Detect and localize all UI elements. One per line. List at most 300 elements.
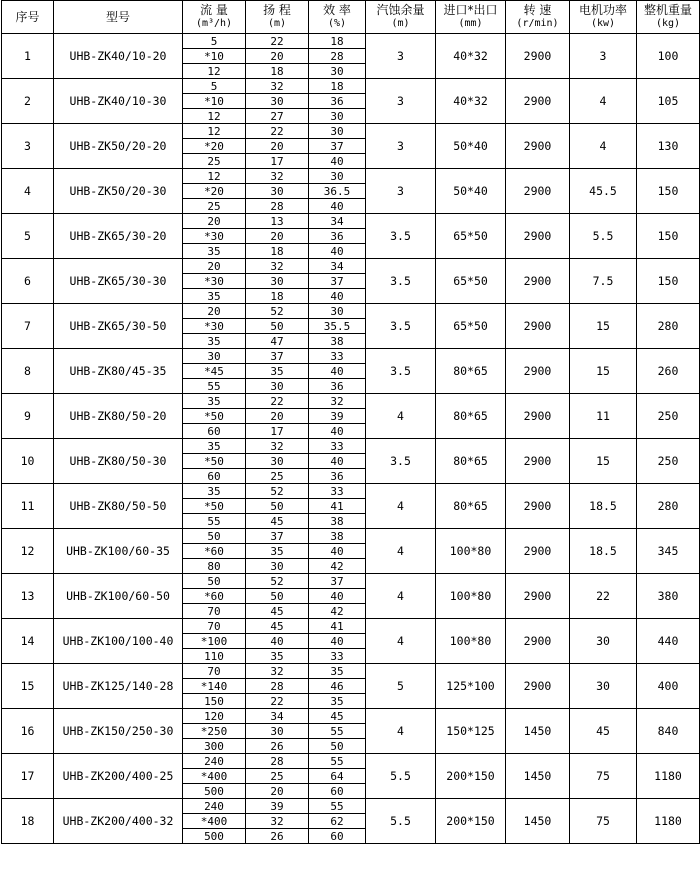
cell-head: 52 [246,304,309,319]
cell-model: UHB-ZK80/50-50 [54,484,183,529]
cell-efficiency: 28 [309,49,366,64]
cell-inlet-outlet: 80*65 [436,439,506,484]
cell-flow: *10 [183,94,246,109]
cell-speed: 2900 [506,304,570,349]
cell-flow: *60 [183,544,246,559]
table-row [2,529,700,544]
cell-head: 25 [246,769,309,784]
cell-inlet-outlet: 80*65 [436,394,506,439]
cell-model: UHB-ZK65/30-30 [54,259,183,304]
table-row [2,214,700,229]
cell-motor-power: 45 [570,709,637,754]
cell-weight: 840 [637,709,700,754]
cell-efficiency: 40 [309,364,366,379]
cell-head: 17 [246,154,309,169]
cell-efficiency: 40 [309,634,366,649]
cell-weight: 130 [637,124,700,169]
table-row [2,439,700,454]
cell-efficiency: 35 [309,664,366,679]
cell-model: UHB-ZK80/50-20 [54,394,183,439]
cell-head: 35 [246,544,309,559]
cell-efficiency: 41 [309,619,366,634]
header-index: 序号 [2,1,54,34]
cell-npsh: 3 [366,124,436,169]
cell-speed: 2900 [506,34,570,79]
cell-index: 4 [2,169,54,214]
cell-head: 20 [246,139,309,154]
cell-flow: 35 [183,289,246,304]
cell-inlet-outlet: 65*50 [436,259,506,304]
cell-npsh: 3 [366,34,436,79]
cell-index: 3 [2,124,54,169]
cell-speed: 1450 [506,709,570,754]
cell-efficiency: 36 [309,229,366,244]
cell-head: 22 [246,124,309,139]
cell-flow: 500 [183,829,246,844]
cell-flow: *50 [183,499,246,514]
cell-efficiency: 38 [309,529,366,544]
cell-head: 20 [246,409,309,424]
cell-head: 47 [246,334,309,349]
cell-inlet-outlet: 100*80 [436,619,506,664]
cell-motor-power: 22 [570,574,637,619]
cell-index: 16 [2,709,54,754]
cell-npsh: 5.5 [366,754,436,799]
cell-efficiency: 62 [309,814,366,829]
cell-flow: 35 [183,394,246,409]
cell-head: 18 [246,289,309,304]
cell-head: 40 [246,634,309,649]
cell-speed: 2900 [506,439,570,484]
cell-motor-power: 18.5 [570,529,637,574]
cell-speed: 2900 [506,79,570,124]
cell-efficiency: 30 [309,124,366,139]
cell-npsh: 3.5 [366,214,436,259]
cell-efficiency: 39 [309,409,366,424]
cell-model: UHB-ZK150/250-30 [54,709,183,754]
cell-flow: 12 [183,169,246,184]
cell-speed: 2900 [506,169,570,214]
cell-npsh: 4 [366,574,436,619]
table-row [2,799,700,814]
cell-index: 14 [2,619,54,664]
cell-weight: 105 [637,79,700,124]
cell-npsh: 3 [366,169,436,214]
cell-head: 30 [246,274,309,289]
cell-flow: 70 [183,664,246,679]
cell-head: 28 [246,679,309,694]
table-row [2,484,700,499]
cell-head: 50 [246,589,309,604]
table-row [2,394,700,409]
cell-efficiency: 60 [309,829,366,844]
cell-head: 45 [246,619,309,634]
cell-weight: 280 [637,304,700,349]
cell-motor-power: 18.5 [570,484,637,529]
cell-npsh: 4 [366,484,436,529]
cell-flow: 30 [183,349,246,364]
cell-index: 18 [2,799,54,844]
cell-inlet-outlet: 200*150 [436,754,506,799]
cell-flow: *10 [183,49,246,64]
cell-flow: 80 [183,559,246,574]
cell-motor-power: 15 [570,439,637,484]
cell-head: 45 [246,604,309,619]
table-row [2,259,700,274]
cell-weight: 250 [637,439,700,484]
cell-head: 20 [246,229,309,244]
cell-inlet-outlet: 100*80 [436,574,506,619]
cell-inlet-outlet: 50*40 [436,169,506,214]
cell-efficiency: 37 [309,139,366,154]
cell-head: 52 [246,574,309,589]
cell-head: 18 [246,244,309,259]
cell-inlet-outlet: 125*100 [436,664,506,709]
cell-head: 20 [246,49,309,64]
cell-weight: 100 [637,34,700,79]
header-npsh: 汽蚀余量 (m) [366,1,436,34]
cell-inlet-outlet: 40*32 [436,34,506,79]
cell-efficiency: 50 [309,739,366,754]
cell-model: UHB-ZK40/10-30 [54,79,183,124]
cell-head: 30 [246,94,309,109]
cell-efficiency: 38 [309,514,366,529]
cell-head: 27 [246,109,309,124]
cell-motor-power: 75 [570,799,637,844]
cell-head: 50 [246,499,309,514]
cell-index: 9 [2,394,54,439]
cell-efficiency: 42 [309,559,366,574]
cell-efficiency: 40 [309,154,366,169]
cell-speed: 2900 [506,574,570,619]
table-row [2,34,700,49]
cell-flow: 20 [183,304,246,319]
cell-efficiency: 40 [309,424,366,439]
cell-inlet-outlet: 40*32 [436,79,506,124]
cell-head: 18 [246,64,309,79]
header-inlet-outlet: 进口*出口 (mm) [436,1,506,34]
cell-efficiency: 36 [309,469,366,484]
cell-motor-power: 30 [570,619,637,664]
cell-speed: 2900 [506,664,570,709]
cell-weight: 280 [637,484,700,529]
cell-flow: *50 [183,409,246,424]
cell-efficiency: 33 [309,484,366,499]
cell-index: 7 [2,304,54,349]
cell-motor-power: 5.5 [570,214,637,259]
cell-weight: 1180 [637,754,700,799]
cell-motor-power: 75 [570,754,637,799]
cell-flow: 240 [183,754,246,769]
table-row [2,709,700,724]
cell-motor-power: 3 [570,34,637,79]
cell-flow: 20 [183,214,246,229]
cell-flow: 12 [183,109,246,124]
cell-inlet-outlet: 200*150 [436,799,506,844]
cell-inlet-outlet: 80*65 [436,349,506,394]
cell-model: UHB-ZK100/60-35 [54,529,183,574]
cell-flow: 55 [183,514,246,529]
cell-speed: 2900 [506,484,570,529]
cell-efficiency: 18 [309,34,366,49]
cell-model: UHB-ZK80/45-35 [54,349,183,394]
cell-index: 17 [2,754,54,799]
header-speed: 转 速 (r/min) [506,1,570,34]
cell-head: 45 [246,514,309,529]
header-row [2,1,700,34]
cell-head: 26 [246,739,309,754]
cell-efficiency: 40 [309,244,366,259]
cell-model: UHB-ZK200/400-32 [54,799,183,844]
cell-inlet-outlet: 80*65 [436,484,506,529]
cell-head: 17 [246,424,309,439]
cell-npsh: 3.5 [366,304,436,349]
cell-npsh: 3.5 [366,349,436,394]
cell-head: 30 [246,379,309,394]
cell-flow: *30 [183,274,246,289]
cell-index: 5 [2,214,54,259]
cell-efficiency: 37 [309,274,366,289]
cell-npsh: 4 [366,529,436,574]
cell-head: 52 [246,484,309,499]
cell-efficiency: 33 [309,649,366,664]
table-row [2,304,700,319]
cell-head: 22 [246,34,309,49]
cell-npsh: 3 [366,79,436,124]
cell-weight: 400 [637,664,700,709]
cell-efficiency: 36.5 [309,184,366,199]
cell-efficiency: 18 [309,79,366,94]
cell-head: 32 [246,259,309,274]
cell-weight: 150 [637,214,700,259]
cell-efficiency: 37 [309,574,366,589]
cell-head: 22 [246,394,309,409]
cell-speed: 2900 [506,529,570,574]
cell-speed: 2900 [506,619,570,664]
cell-flow: 50 [183,529,246,544]
cell-efficiency: 35 [309,694,366,709]
cell-head: 13 [246,214,309,229]
table-row [2,349,700,364]
cell-flow: 50 [183,574,246,589]
cell-efficiency: 55 [309,754,366,769]
cell-index: 13 [2,574,54,619]
cell-efficiency: 33 [309,349,366,364]
cell-weight: 260 [637,349,700,394]
cell-head: 37 [246,349,309,364]
cell-flow: 150 [183,694,246,709]
header-flow: 流 量 (m³/h) [183,1,246,34]
cell-weight: 380 [637,574,700,619]
cell-flow: 60 [183,469,246,484]
cell-inlet-outlet: 65*50 [436,304,506,349]
cell-head: 25 [246,469,309,484]
pump-spec-table [1,0,700,844]
cell-efficiency: 30 [309,304,366,319]
cell-model: UHB-ZK100/60-50 [54,574,183,619]
cell-npsh: 3.5 [366,259,436,304]
cell-efficiency: 40 [309,199,366,214]
cell-weight: 440 [637,619,700,664]
cell-head: 34 [246,709,309,724]
cell-speed: 1450 [506,799,570,844]
cell-efficiency: 55 [309,799,366,814]
table-row [2,754,700,769]
cell-npsh: 3.5 [366,439,436,484]
cell-flow: 5 [183,34,246,49]
cell-head: 20 [246,784,309,799]
cell-inlet-outlet: 65*50 [436,214,506,259]
cell-speed: 2900 [506,214,570,259]
cell-head: 32 [246,814,309,829]
cell-npsh: 5 [366,664,436,709]
cell-index: 1 [2,34,54,79]
cell-head: 37 [246,529,309,544]
cell-flow: 25 [183,154,246,169]
table-row [2,619,700,634]
cell-head: 30 [246,559,309,574]
cell-efficiency: 40 [309,289,366,304]
cell-flow: 70 [183,604,246,619]
cell-flow: *60 [183,589,246,604]
cell-efficiency: 42 [309,604,366,619]
cell-flow: *50 [183,454,246,469]
cell-efficiency: 45 [309,709,366,724]
cell-flow: 70 [183,619,246,634]
cell-model: UHB-ZK65/30-50 [54,304,183,349]
cell-inlet-outlet: 150*125 [436,709,506,754]
cell-index: 15 [2,664,54,709]
cell-motor-power: 4 [570,124,637,169]
cell-flow: 5 [183,79,246,94]
cell-flow: *20 [183,184,246,199]
cell-inlet-outlet: 50*40 [436,124,506,169]
cell-efficiency: 34 [309,259,366,274]
cell-efficiency: 40 [309,544,366,559]
cell-motor-power: 11 [570,394,637,439]
cell-motor-power: 15 [570,304,637,349]
cell-flow: 300 [183,739,246,754]
cell-flow: *30 [183,319,246,334]
cell-index: 11 [2,484,54,529]
cell-head: 39 [246,799,309,814]
cell-speed: 2900 [506,124,570,169]
cell-model: UHB-ZK125/140-28 [54,664,183,709]
table-row [2,169,700,184]
cell-flow: *20 [183,139,246,154]
cell-weight: 250 [637,394,700,439]
cell-flow: *100 [183,634,246,649]
cell-efficiency: 32 [309,394,366,409]
cell-motor-power: 45.5 [570,169,637,214]
cell-head: 32 [246,439,309,454]
cell-flow: *400 [183,814,246,829]
cell-flow: 35 [183,484,246,499]
cell-head: 30 [246,454,309,469]
cell-efficiency: 41 [309,499,366,514]
cell-efficiency: 46 [309,679,366,694]
cell-motor-power: 7.5 [570,259,637,304]
cell-head: 30 [246,184,309,199]
cell-efficiency: 30 [309,109,366,124]
cell-flow: 240 [183,799,246,814]
cell-flow: *45 [183,364,246,379]
cell-efficiency: 38 [309,334,366,349]
cell-head: 50 [246,319,309,334]
cell-efficiency: 34 [309,214,366,229]
cell-efficiency: 40 [309,589,366,604]
cell-npsh: 4 [366,394,436,439]
header-motor-power: 电机功率 (kw) [570,1,637,34]
cell-model: UHB-ZK50/20-20 [54,124,183,169]
cell-speed: 1450 [506,754,570,799]
cell-efficiency: 64 [309,769,366,784]
cell-model: UHB-ZK80/50-30 [54,439,183,484]
table-row [2,124,700,139]
cell-flow: 500 [183,784,246,799]
cell-head: 22 [246,694,309,709]
header-weight: 整机重量 (kg) [637,1,700,34]
cell-flow: 120 [183,709,246,724]
cell-efficiency: 35.5 [309,319,366,334]
cell-flow: 12 [183,124,246,139]
cell-index: 8 [2,349,54,394]
cell-motor-power: 30 [570,664,637,709]
cell-weight: 150 [637,169,700,214]
cell-flow: 12 [183,64,246,79]
cell-efficiency: 30 [309,169,366,184]
cell-index: 10 [2,439,54,484]
cell-flow: 55 [183,379,246,394]
cell-flow: 35 [183,334,246,349]
cell-flow: 25 [183,199,246,214]
cell-weight: 1180 [637,799,700,844]
cell-head: 35 [246,364,309,379]
table-row [2,79,700,94]
cell-head: 30 [246,724,309,739]
cell-npsh: 4 [366,619,436,664]
cell-flow: 35 [183,439,246,454]
header-efficiency: 效 率 (%) [309,1,366,34]
cell-efficiency: 40 [309,454,366,469]
cell-efficiency: 36 [309,379,366,394]
cell-efficiency: 30 [309,64,366,79]
cell-npsh: 4 [366,709,436,754]
table-row [2,574,700,589]
cell-weight: 150 [637,259,700,304]
cell-npsh: 5.5 [366,799,436,844]
cell-efficiency: 60 [309,784,366,799]
cell-efficiency: 33 [309,439,366,454]
cell-head: 28 [246,199,309,214]
cell-head: 28 [246,754,309,769]
cell-flow: *30 [183,229,246,244]
cell-flow: *140 [183,679,246,694]
cell-motor-power: 15 [570,349,637,394]
cell-head: 32 [246,169,309,184]
cell-speed: 2900 [506,394,570,439]
header-head: 扬 程 (m) [246,1,309,34]
cell-head: 32 [246,664,309,679]
cell-speed: 2900 [506,259,570,304]
cell-efficiency: 36 [309,94,366,109]
cell-flow: *400 [183,769,246,784]
cell-flow: *250 [183,724,246,739]
cell-model: UHB-ZK100/100-40 [54,619,183,664]
cell-motor-power: 4 [570,79,637,124]
cell-flow: 110 [183,649,246,664]
cell-speed: 2900 [506,349,570,394]
